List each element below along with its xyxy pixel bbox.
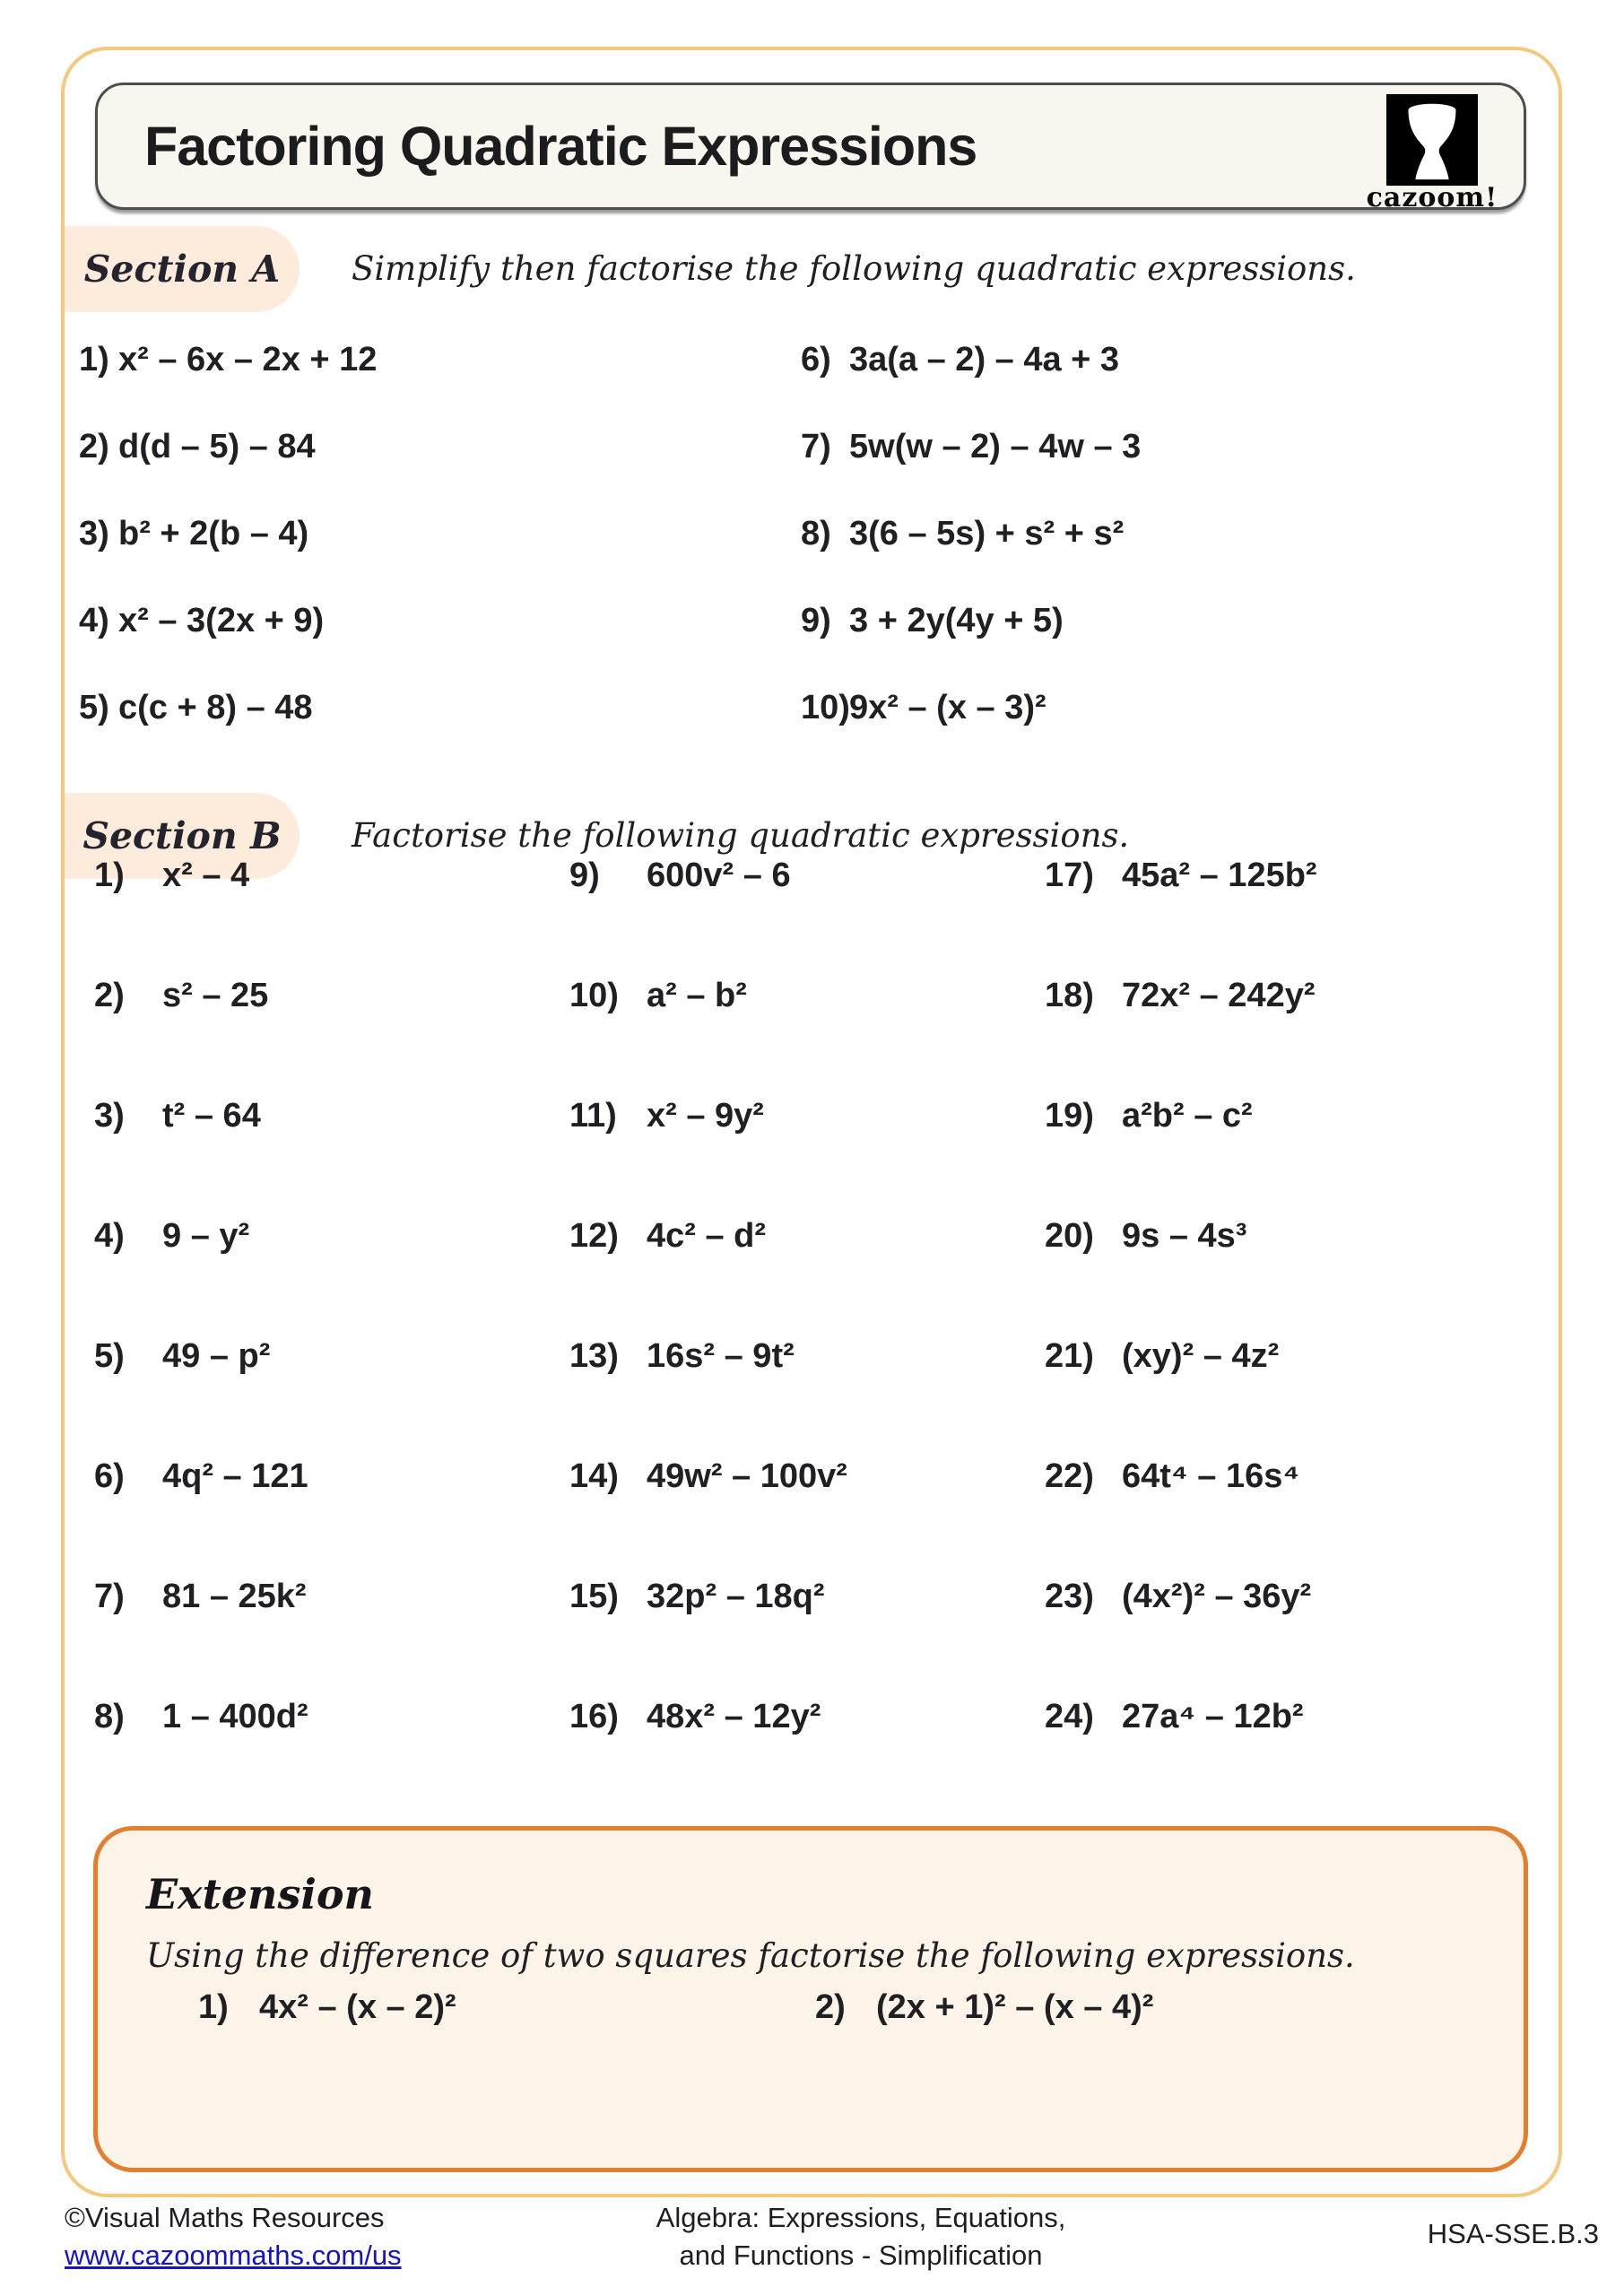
brand-logo	[1362, 94, 1502, 213]
problem-number: 20)	[1045, 1217, 1094, 1255]
problem-b16	[569, 1698, 847, 1818]
website-link[interactable]: www.cazoommaths.com/us	[65, 2239, 402, 2271]
problem-b22	[1045, 1457, 1317, 1578]
problem-b2	[94, 977, 308, 1097]
problem-expression: 27a⁴ – 12b²	[1122, 1698, 1304, 1735]
section-b-column-2	[569, 857, 847, 1818]
problem-ext2	[815, 1988, 1153, 2027]
problem-a3	[79, 515, 377, 602]
problem-expression: 49w² – 100v²	[647, 1457, 847, 1495]
problem-expression: 32p² – 18q²	[647, 1578, 825, 1615]
section-b-column-1	[94, 857, 308, 1818]
problem-b6	[94, 1457, 308, 1578]
extension-box	[93, 1826, 1528, 2172]
problem-expression: 81 – 25k²	[162, 1578, 307, 1615]
title-box	[95, 83, 1526, 213]
section-a-column-1	[79, 341, 377, 776]
problem-expression: 3a(a – 2) – 4a + 3	[849, 341, 1120, 378]
problem-expression: 16s² – 9t²	[647, 1337, 795, 1375]
problem-expression: 9 – y²	[162, 1217, 250, 1255]
problem-expression: (xy)² – 4z²	[1122, 1337, 1280, 1375]
problem-b13	[569, 1337, 847, 1457]
problem-expression: (2x + 1)² – (x – 4)²	[876, 1988, 1154, 2026]
problem-number: 10)	[569, 977, 619, 1014]
problem-b1	[94, 857, 308, 977]
problem-expression: 4x² – (x – 2)²	[259, 1988, 456, 2026]
problem-expression: 600v² – 6	[647, 857, 791, 894]
problem-b17	[1045, 857, 1317, 977]
problem-a7	[801, 428, 1141, 515]
problem-expression: s² – 25	[162, 977, 269, 1014]
problem-expression: 48x² – 12y²	[647, 1698, 821, 1735]
problem-expression: 49 – p²	[162, 1337, 271, 1375]
problem-expression: 9x² – (x – 3)²	[849, 689, 1046, 726]
problem-number: 23)	[1045, 1578, 1094, 1615]
problem-number: 7)	[801, 428, 831, 465]
section-b-label: Section B	[83, 814, 282, 857]
problem-number: 3)	[79, 515, 109, 552]
footer-left	[65, 2199, 402, 2274]
problem-b21	[1045, 1337, 1317, 1457]
section-a-column-2	[801, 341, 1141, 776]
problem-number: 13)	[569, 1337, 619, 1375]
section-b-instruction: Factorise the following quadratic expressions.	[352, 816, 1130, 855]
problem-expression: 64t⁴ – 16s⁴	[1122, 1457, 1300, 1495]
problem-number: 17)	[1045, 857, 1094, 894]
problem-number: 9)	[801, 602, 831, 639]
copyright-text: ©Visual Maths Resources	[65, 2202, 385, 2233]
standard-code: HSA-SSE.B.3	[1427, 2218, 1599, 2249]
problem-expression: 3 + 2y(4y + 5)	[849, 602, 1064, 639]
problem-b24	[1045, 1698, 1317, 1818]
footer-topic	[574, 2199, 1148, 2274]
extension-instruction: Using the difference of two squares factorise the following expressions.	[146, 1936, 1355, 1975]
topic-line-1: Algebra: Expressions, Equations,	[656, 2202, 1066, 2233]
problem-b23	[1045, 1578, 1317, 1698]
problem-b14	[569, 1457, 847, 1578]
problem-b3	[94, 1097, 308, 1217]
problem-expression: (4x²)² – 36y²	[1122, 1578, 1312, 1615]
problem-number: 19)	[1045, 1097, 1094, 1135]
problem-number: 10)	[801, 689, 850, 726]
problem-expression: 45a² – 125b²	[1122, 857, 1317, 894]
problem-number: 16)	[569, 1698, 619, 1735]
problem-number: 2)	[94, 977, 125, 1014]
problem-b8	[94, 1698, 308, 1818]
problem-a4	[79, 602, 377, 689]
section-a-label: Section A	[83, 248, 281, 291]
problem-b9	[569, 857, 847, 977]
problem-number: 2)	[79, 428, 109, 465]
problem-expression: 5w(w – 2) – 4w – 3	[849, 428, 1142, 465]
section-a-instruction: Simplify then factorise the following quadratic expressions.	[352, 249, 1356, 288]
problem-b18	[1045, 977, 1317, 1097]
page-title: Factoring Quadratic Expressions	[144, 116, 977, 177]
section-a-pill	[65, 226, 300, 312]
problem-expression: b² + 2(b – 4)	[118, 515, 309, 552]
problem-number: 22)	[1045, 1457, 1094, 1495]
problem-expression: a² – b²	[647, 977, 747, 1014]
problem-number: 6)	[94, 1457, 125, 1495]
problem-a2	[79, 428, 377, 515]
problem-number: 4)	[94, 1217, 125, 1255]
problem-number: 1)	[94, 857, 125, 894]
problem-expression: x² – 9y²	[647, 1097, 764, 1135]
problem-number: 8)	[801, 515, 831, 552]
problem-ext1	[198, 1988, 456, 2027]
problem-number: 11)	[569, 1097, 617, 1135]
problem-number: 6)	[801, 341, 831, 378]
problem-a10	[801, 689, 1141, 776]
section-b-column-3	[1045, 857, 1317, 1818]
problem-a5	[79, 689, 377, 776]
problem-b19	[1045, 1097, 1317, 1217]
problem-number: 2)	[815, 1988, 846, 2026]
problem-expression: 4c² – d²	[647, 1217, 767, 1255]
problem-number: 1)	[198, 1988, 229, 2026]
problem-expression: 9s – 4s³	[1122, 1217, 1247, 1255]
brand-name: cazoom!	[1366, 182, 1498, 213]
problem-number: 18)	[1045, 977, 1094, 1014]
problem-expression: a²b² – c²	[1122, 1097, 1253, 1135]
problem-expression: 1 – 400d²	[162, 1698, 308, 1735]
problem-b12	[569, 1217, 847, 1337]
problem-b11	[569, 1097, 847, 1217]
problem-b20	[1045, 1217, 1317, 1337]
problem-expression: 4q² – 121	[162, 1457, 308, 1495]
problem-expression: t² – 64	[162, 1097, 261, 1135]
problem-number: 14)	[569, 1457, 619, 1495]
problem-expression: 3(6 – 5s) + s² + s²	[849, 515, 1125, 552]
problem-number: 1)	[79, 341, 109, 378]
problem-number: 15)	[569, 1578, 619, 1615]
problem-number: 8)	[94, 1698, 125, 1735]
problem-expression: x² – 6x – 2x + 12	[118, 341, 378, 378]
problem-b5	[94, 1337, 308, 1457]
problem-expression: 72x² – 242y²	[1122, 977, 1316, 1014]
problem-number: 3)	[94, 1097, 125, 1135]
problem-expression: x² – 4	[162, 857, 250, 894]
problem-a1	[79, 341, 377, 428]
problem-a6	[801, 341, 1141, 428]
problem-expression: d(d – 5) – 84	[118, 428, 316, 465]
problem-expression: c(c + 8) – 48	[118, 689, 313, 726]
extension-label: Extension	[146, 1870, 374, 1918]
problem-b7	[94, 1578, 308, 1698]
problem-number: 9)	[569, 857, 600, 894]
problem-expression: x² – 3(2x + 9)	[118, 602, 325, 639]
problem-a8	[801, 515, 1141, 602]
problem-number: 7)	[94, 1578, 125, 1615]
problem-a9	[801, 602, 1141, 689]
problem-number: 4)	[79, 602, 109, 639]
problem-number: 5)	[79, 689, 109, 726]
problem-number: 21)	[1045, 1337, 1094, 1375]
problem-b4	[94, 1217, 308, 1337]
topic-line-2: and Functions - Simplification	[679, 2239, 1043, 2271]
problem-b15	[569, 1578, 847, 1698]
problem-number: 24)	[1045, 1698, 1094, 1735]
problem-number: 12)	[569, 1217, 619, 1255]
problem-b10	[569, 977, 847, 1097]
djembe-drum-icon	[1386, 94, 1478, 186]
problem-number: 5)	[94, 1337, 125, 1375]
